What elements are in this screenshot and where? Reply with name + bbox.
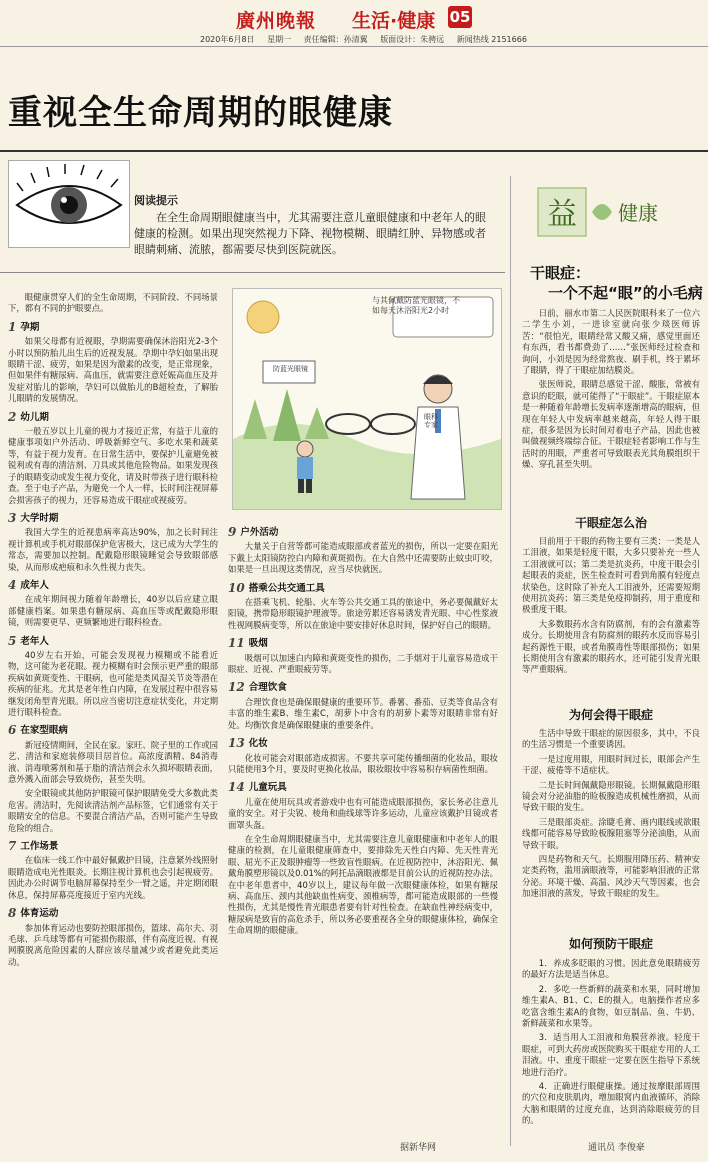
sidebar-title-line1: 干眼症： [530,264,591,282]
section-heading: 9 户外活动 [228,525,279,539]
section-heading: 14 儿童玩具 [228,780,287,795]
section-heading: 7 工作场景 [8,839,59,854]
article-column-2 [228,520,498,940]
doctor-child-illustration [233,289,501,509]
paragraph: 日前，丽水市第二人民医院眼科来了一位六二学生小刘，一进诊室就向张少琰医师诉苦：“很怕光，眼睛经常又酸又痛，感觉里面还有东西，看书都费劲了……”张医师经过检查和询问，小刘是因为经常熬夜、刷手机，终于累坏了眼睛，得了干眼症加结膜炎。 [522,308,700,376]
section-heading: 12 合理饮食 [228,680,287,695]
paragraph: 在成年期间视力随着年龄增长，40岁以后应建立眼部健康档案。如果患有糖尿病、高血压等或配戴隐形眼镜，则需要更早、更频繁地进行眼科检查。 [8,594,218,628]
sidebar-block-2 [522,728,700,903]
column-intro: 眼健康贯穿人们的全生命周期，不同阶段、不同场景下，都有不同的护眼要点。 [8,292,218,314]
section-heading: 6 在家型眼病 [8,723,68,738]
newspaper-name: 廣州晚報 [236,10,317,32]
page-number: 05 [449,8,471,26]
paragraph: 合理饮食也是确保眼健康的重要环节。番薯、番茄、豆类等食品含有丰富的维生素B、维生素C，胡萝卜中含有的胡萝卜素等对眼睛非常有好处。均衡饮食是确保眼健康的重要条件。 [228,696,498,730]
masthead-divider [0,46,708,47]
paragraph: 儿童在使用玩具或者游戏中也有可能造成眼部损伤，家长务必注意儿童的安全。对于尖锐、棱角和曲线球等许多运动，儿童应该戴护目镜或者面罩头盔。 [228,796,498,830]
speech-bubble: 与其佩戴防蓝光眼镜，不如每天沐浴阳光2小时 [372,296,460,315]
paragraph: 四是药物和天气。长期服用降压药、精神安定类药物，滥用滴眼液等，可能影响泪液的正常分泌。环境干燥、高温、风沙天气等因素，也会加速泪液的蒸发，导致干眼症的发生。 [522,854,700,899]
section-heading: 2 幼儿期 [8,409,49,424]
paragraph: 化妆可能会对眼部造成损害。不要共享可能传播细菌的化妆品，眼妆只能使用3个月，要及时更换化妆品，眼妆眼妆中容易积存病菌性细菌。 [228,752,498,774]
paragraph: 三是眼部炎症。涂睫毛膏、画内眼线或欲眼线都可能容易导致睑板腺阻塞等分泌油脂，从而导致干眼。 [522,816,700,850]
sidebar-block-1 [522,536,700,679]
lead-label: 阅读提示 [134,194,178,207]
hotline: 新闻热线 2151666 [456,35,527,44]
sidebar-intro [522,308,700,474]
paragraph: 一般五岁以上儿童的视力才接近正常，有益于儿童的健康事项如户外活动、呼吸新鲜空气、多吃水果和蔬菜等，有益于视力发育。在日常生活中，要保护儿童避免被锐利或有毒的清洁剂、刀具或其他危险物品。如果发现孩子的眼睛变动或发生视力变化，请及时带孩子进行眼科检查。至于电子产品，为避免一个人一样，长时间注视屏幕会损害孩子的视力，还容易造成干眼症或视疲劳。 [8,426,218,505]
paragraph: 1．养成多眨眼的习惯。因此意免眼睛疲劳的最好方法是适当休息。 [522,958,700,980]
doctor-label: 眼科专家 [424,413,438,429]
paragraph: 目前用于干眼的药物主要有三类：一类是人工泪液，如果是轻度干眼，大多只要补充一些人工泪液就可以；第二类是抗炎药，中度干眼会引起眼表的炎症，医生检查时可看到角膜有轻度点状染色，这时除了补充人工泪液外，还需要短期使用抗炎药；第三类是免疫抑制药，用于重度和极重度干眼。 [522,536,700,615]
paragraph: 在搭乘飞机、轮船、火车等公共交通工具的旅途中，务必要佩戴好太阳镜，携带隐形眼镜护理液等。旅途劳累还容易诱发青光眼、中心性浆液性视网膜病变等，所以在旅途中要安排好休息时间，保护好自己的眼睛。 [228,597,498,630]
eye-illustration [8,160,130,248]
headline-divider [0,150,708,152]
date: 2020年6月8日 [200,35,255,44]
paragraph: 生活中导致干眼症的原因很多，其中，不良的生活习惯是一个重要诱因。 [522,728,700,750]
section-heading: 4 成年人 [8,577,49,592]
paragraph: 二是长时间佩戴隐形眼镜。长期佩戴隐形眼镜会对分泌油脂的睑板腺造成机械性磨损，从而导致干眼的发生。 [522,779,700,813]
sidebar-heading-3: 如何预防干眼症 [568,937,653,951]
masthead [0,0,708,48]
paragraph: 参加体育运动也要防控眼部损伤，篮球、高尔夫、羽毛球、乒乓球等都有可能损伤眼部，伴有高度近视、有视网膜脱离危险因素的人群应该尽量减少或者避免此类运动。 [8,922,218,967]
paragraph: 一是过度用眼，用眼时间过长，眼部会产生干涩、疲倦等不适症状。 [522,753,700,776]
paragraph: 在全生命周期眼健康当中，尤其需要注意儿童眼健康和中老年人的眼健康的检测，在儿童眼健康筛查中，要排除先天性白内障、先天性青光眼、屈光不正及眼肿瘤等一些致盲性眼病。在近视防控中，沐浴阳光、佩戴角膜塑形镜以及0.01%的阿托品滴眼液都是目前公认的近视防控办法。在中老年患者中，40岁以上，建议每年做一次眼健康体检，如果有糖尿病、高血压、颈内其他缺血性病变、颈椎病等，都可能造成眼部的一些慢性损伤，尤其是慢性青光眼患者要有针对性检查。在缺血性神经病变中，糖尿病是致盲的高危杀手，所以务必要重视各全身的眼健康体检，确保全生命周期的眼健康。 [228,833,498,936]
eye-icon [9,161,129,247]
section-heading: 13 化妆 [228,736,268,751]
paragraph: 4．正确进行眼健康操。通过按摩眼部周围的穴位和皮肤肌肉，增加眼窝内血液循环，消除大脑和眼睛的过度充血，达到消除眼疲劳的目的。 [522,1081,700,1126]
section-heading: 11 吸烟 [228,636,268,651]
sidebar-heading-1: 干眼症怎么治 [574,516,647,530]
article-column-1 [8,292,218,971]
illustration-doctor-child [232,288,502,510]
masthead-info [200,34,537,45]
paragraph: 大量关于自营等都可能造成眼部或者蓝光的损伤，所以一定要在阳光下戴上太阳镜防控白内障和黄斑损伤。在大自然中还需要防止蚊虫叮咬，如果是一旦出现这类情况，应当尽快就医。 [228,541,498,575]
paragraph: 在临床一线工作中最好佩戴护目镜，注意紧外线照射眼睛造成电光性眼炎。长期注视计算机也会引起视疲劳。因此办公时调节电脑屏幕保持至少一臂之遥，并定期闭眼休息，保持屏幕亮度接近于室内光线。 [8,855,218,900]
section-heading: 1 孕期 [8,319,40,334]
section-heading: 5 老年人 [8,633,49,648]
paragraph: 新冠疫情期间，全民在家。家旺、院子里的工作或园艺、清洁和家庭装修项目居首位。高浓度酒精、84消毒液、消毒喷雾剂和基于脂的清洁剂会永久损坏眼睛表面，意外溅入面部会导致烧伤，甚至失明。 [8,739,218,785]
sidebar-block-3 [522,958,700,1130]
paragraph: 张医师说，眼睛总感觉干涩、酸胀，常被有意识的眨眼，就可能得了“干眼症”。干眼症原本是一种随着年龄增长发病率逐渐增高的眼病，但现在年轻人中发病率越来越高，年轻人得干眼症，很多是因为长时间对着电子产品，因此也被叫做视频终端综合征。干眼症轻者影响工作与生活时的用眼，严重者可导致眼表光其角膜组织干燥、穿孔甚至失明。 [522,379,700,470]
health-logo [528,182,698,242]
headline: 重视全生命周期的眼健康 [8,93,393,133]
glasses-label: 防蓝光眼镜 [273,365,308,373]
paragraph: 如果父母都有近视眼，孕期需要确保沐浴阳光2-3个小时以预防胎儿出生后的近视发展。孕期中孕妇如果出现眼睛干涩、疲劳，如果是因为激素的改变，是正常现象，但如果伴有糖尿病、高血压，就需要注意妊娠高血压及并发症对胎儿的影响，孕妇可以做胎儿的B超检查，了解胎儿眼睛的发展情况。 [8,336,218,404]
sidebar-heading-2: 为何会得干眼症 [568,708,653,722]
reporter-credit: 通讯员 李俊豪 [588,1143,645,1153]
paragraph: 2．多吃一些新鲜的蔬菜和水果，同时增加维生素A、B1、C、E的摄入。电脑操作者应多吃富含维生素A的食物，如豆制品、鱼、牛奶、新鲜蔬菜和水果等。 [522,983,700,1029]
paragraph: 大多数眼药水含有防腐剂，有的会有激素等成分。长期使用含有防腐剂的眼药水反而容易引起药源性干眼，或者角膜毒性等眼部损伤；如果长期使用含有激素的眼药水，还可能引发青光眼等严重眼病。 [522,618,700,675]
paragraph: 3．适当用人工泪液和角膜营养液。轻度干眼症，可到大药房或医院购买干眼症专用的人工泪液。中、重度干眼症一定要在医生指导下系统地进行治疗。 [522,1032,700,1077]
source-credit: 据新华网 [400,1143,437,1153]
lead-divider [0,272,505,273]
lead-text: 在全生命周期眼健康当中，尤其需要注意儿童眼健康和中老年人的眼健康的检测。如果出现突然视力下降、视物模糊、眼睛红肿、异物感或者眼睛刺痛、流脓，都需要尽快到医院就医。 [134,211,486,256]
designer: 版面设计：朱骋远 [380,35,445,44]
sidebar-title-line2: 一个不起“眼”的小毛病 [548,284,703,302]
logo-sub: 健康 [618,201,658,225]
paragraph: 安全眼镜或其他防护眼镜可保护眼睛免受大多数此类危害。清洁时，先阅读清洁剂产品标签，它们通常有关于眼睛安全的信息。不要混合清洁产品，否则可能产生导致危险的组合。 [8,788,218,833]
section-heading: 8 体育运动 [8,906,59,921]
paragraph: 40岁左右开始，可能会发现视力模糊或不能看近物，这可能为老花眼。视力模糊有时会预示更严重的眼部疾病如黄斑变性、干眼病，也可能是类风湿关节炎等潜在疾病的征兆。尤其是老年性白内障，在发展过程中很容易继发闭角型青光眼。所以应当密切注意症状变化，并定期进行眼科检查。 [8,649,218,717]
section-name: 生活·健康 [352,10,436,32]
logo-main: 益 [547,197,577,232]
paragraph: 吸烟可以加速白内障和黄斑变性的损伤，二手烟对于儿童容易造成干眼症、近视、严重眼疲劳等。 [228,652,498,675]
weekday: 星期一 [267,35,292,44]
editor: 责任编辑：孙清翼 [303,35,368,44]
section-heading: 10 搭乘公共交通工具 [228,580,325,595]
paragraph: 我国大学生的近视患病率高达90%，加之长时间注视计算机或手机对眼部保护危害极大，这已成为大学生的常态，需要加以控制。配戴隐形眼镜睡觉会导致眼部感染，从而形成疤痕和永久性视力丧失。 [8,527,218,572]
section-heading: 3 大学时期 [8,510,59,525]
